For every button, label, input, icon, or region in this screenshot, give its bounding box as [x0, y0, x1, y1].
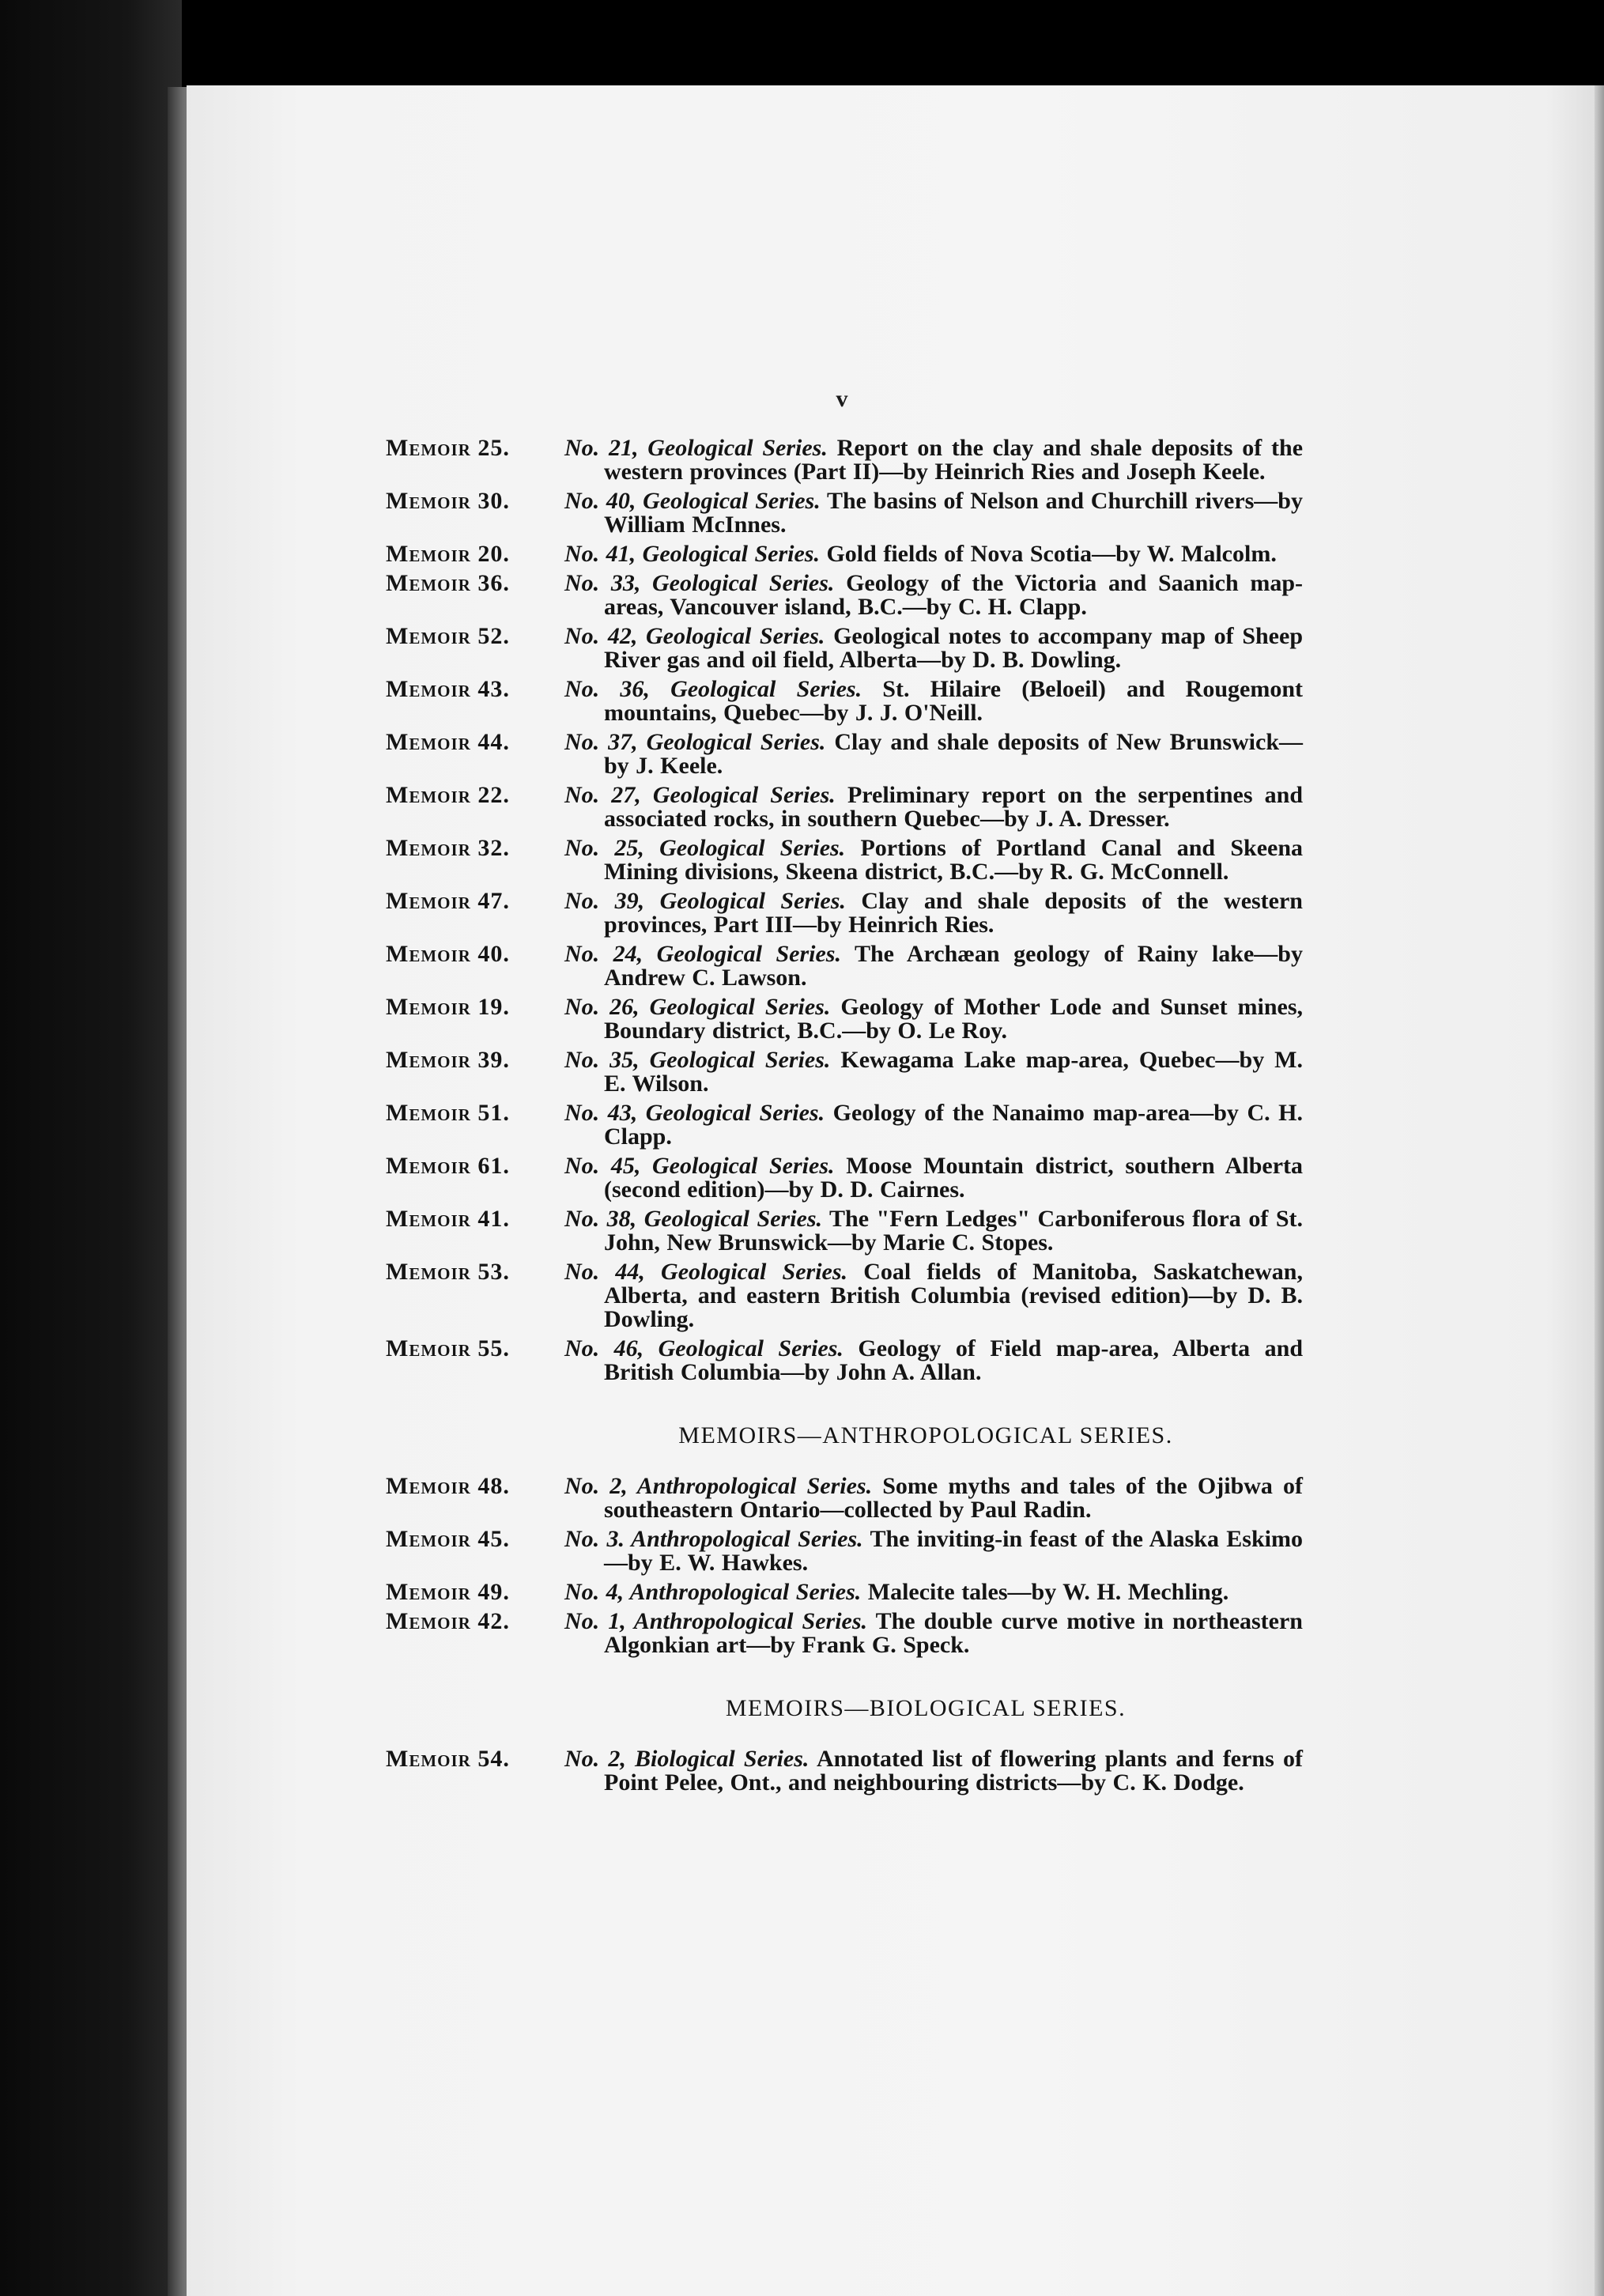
memoir-description	[564, 1610, 1303, 1657]
series-reference: No. 44, Geological Series.	[564, 1259, 848, 1285]
memoir-description	[564, 889, 1303, 937]
series-reference: No. 25, Geological Series.	[564, 835, 846, 861]
memoir-title: Gold fields of Nova Scotia—by W. Malcolm.	[826, 541, 1277, 567]
page-number: v	[836, 386, 848, 412]
series-reference: No. 46, Geological Series.	[564, 1335, 844, 1361]
memoir-number: Memoir 30.	[386, 488, 510, 514]
memoir-entry	[386, 1475, 1303, 1522]
memoir-number: Memoir 49.	[386, 1579, 510, 1605]
memoir-number: Memoir 48.	[386, 1473, 510, 1499]
memoir-entry	[386, 731, 1303, 778]
series-reference: No. 26, Geological Series.	[564, 994, 831, 1020]
memoir-entry	[386, 1747, 1303, 1795]
memoir-description	[564, 1260, 1303, 1331]
memoir-title: Coal fields of Manitoba, Saskatchewan, Alberta, and eastern British Columbia (revised edition)—by D. B. Dowling.	[604, 1259, 1303, 1332]
memoir-description	[564, 731, 1303, 778]
memoir-entry	[386, 572, 1303, 619]
biological-series-list	[386, 1747, 1303, 1795]
series-reference: No. 37, Geological Series.	[564, 729, 826, 755]
memoir-entry	[386, 1337, 1303, 1384]
memoir-entry	[386, 489, 1303, 537]
memoir-title: Malecite tales—by W. H. Mechling.	[867, 1579, 1229, 1605]
memoir-entry	[386, 942, 1303, 990]
memoir-title: St. Hilaire (Beloeil) and Rougemont mountains, Quebec—by J. J. O'Neill.	[604, 676, 1304, 726]
memoir-number: Memoir 44.	[386, 729, 510, 755]
memoir-title: Report on the clay and shale deposits of the western provinces (Part II)—by Heinrich Ries and Joseph Keele.	[604, 435, 1304, 485]
memoir-entry	[386, 1207, 1303, 1255]
series-reference: No. 1, Anthropological Series.	[564, 1608, 868, 1634]
memoir-number: Memoir 61.	[386, 1153, 510, 1179]
memoir-description	[564, 784, 1303, 831]
memoir-number: Memoir 41.	[386, 1206, 510, 1232]
memoir-description	[564, 836, 1303, 884]
memoir-title: The basins of Nelson and Churchill rivers—by William McInnes.	[604, 488, 1303, 538]
memoir-description	[564, 572, 1303, 619]
memoir-title: Some myths and tales of the Ojibwa of southeastern Ontario—collected by Paul Radin.	[604, 1473, 1304, 1523]
memoir-number: Memoir 55.	[386, 1335, 510, 1361]
memoir-entry	[386, 436, 1303, 484]
memoir-entry	[386, 1580, 1303, 1604]
series-reference: No. 43, Geological Series.	[564, 1100, 825, 1126]
memoir-entry	[386, 995, 1303, 1043]
memoir-number: Memoir 36.	[386, 570, 510, 596]
memoir-number: Memoir 47.	[386, 888, 510, 914]
memoir-title: Geology of Field map-area, Alberta and British Columbia—by John A. Allan.	[604, 1335, 1304, 1385]
memoir-number: Memoir 39.	[386, 1047, 510, 1073]
series-reference: No. 2, Biological Series.	[564, 1746, 810, 1772]
series-reference: No. 27, Geological Series.	[564, 782, 836, 808]
memoir-description	[564, 1337, 1303, 1384]
biological-series-heading: MEMOIRS—BIOLOGICAL SERIES.	[725, 1695, 1127, 1721]
memoir-title: Annotated list of flowering plants and ferns of Point Pelee, Ont., and neighbouring districts—by C. K. Dodge.	[604, 1746, 1303, 1796]
series-reference: No. 45, Geological Series.	[564, 1153, 835, 1179]
memoir-number: Memoir 32.	[386, 835, 510, 861]
memoir-title: The double curve motive in northeastern Algonkian art—by Frank G. Speck.	[604, 1608, 1303, 1658]
memoir-description	[564, 542, 1303, 566]
series-reference: No. 21, Geological Series.	[564, 435, 828, 461]
memoir-number: Memoir 42.	[386, 1608, 510, 1634]
memoir-entry	[386, 1260, 1303, 1331]
memoir-number: Memoir 19.	[386, 994, 510, 1020]
memoir-title: Moose Mountain district, southern Alberta (second edition)—by D. D. Cairnes.	[604, 1153, 1304, 1203]
series-reference: No. 39, Geological Series.	[564, 888, 846, 914]
memoir-entry	[386, 542, 1303, 566]
memoir-description	[564, 1048, 1303, 1096]
scan-background	[0, 0, 182, 2296]
memoir-description	[564, 995, 1303, 1043]
series-reference: No. 41, Geological Series.	[564, 541, 820, 567]
memoir-entry	[386, 1048, 1303, 1096]
memoir-title: The inviting-in feast of the Alaska Eskimo—by E. W. Hawkes.	[604, 1526, 1303, 1576]
memoir-title: The Archæan geology of Rainy lake—by Andrew C. Lawson.	[604, 941, 1303, 991]
memoir-title: Kewagama Lake map-area, Quebec—by M. E. Wilson.	[604, 1047, 1303, 1097]
memoir-number: Memoir 22.	[386, 782, 510, 808]
series-reference: No. 40, Geological Series.	[564, 488, 821, 514]
memoir-title: Geology of the Nanaimo map-area—by C. H. Clapp.	[604, 1100, 1303, 1150]
memoir-entry	[386, 1154, 1303, 1202]
memoir-number: Memoir 25.	[386, 435, 510, 461]
page-edge	[1595, 85, 1604, 2296]
memoir-entry	[386, 784, 1303, 831]
memoir-description	[564, 1528, 1303, 1575]
memoir-description	[564, 625, 1303, 672]
memoir-title: Clay and shale deposits of New Brunswick—by J. Keele.	[604, 729, 1304, 779]
memoir-description	[564, 942, 1303, 990]
memoir-list	[386, 436, 1303, 1800]
memoir-title: Geology of Mother Lode and Sunset mines, Boundary district, B.C.—by O. Le Roy.	[604, 994, 1304, 1044]
memoir-title: Portions of Portland Canal and Skeena Mining divisions, Skeena district, B.C.—by R. G. McConnell.	[604, 835, 1304, 885]
memoir-entry	[386, 1101, 1303, 1149]
anthropological-series-list	[386, 1475, 1303, 1657]
memoir-title: Geological notes to accompany map of Sheep River gas and oil field, Alberta—by D. B. Dowling.	[604, 623, 1303, 673]
memoir-number: Memoir 51.	[386, 1100, 510, 1126]
memoir-description	[564, 678, 1303, 725]
memoir-number: Memoir 53.	[386, 1259, 510, 1285]
memoir-description	[564, 489, 1303, 537]
memoir-number: Memoir 40.	[386, 941, 510, 967]
memoir-title: Clay and shale deposits of the western provinces, Part III—by Heinrich Ries.	[604, 888, 1303, 938]
memoir-entry	[386, 625, 1303, 672]
memoir-description	[564, 1747, 1303, 1795]
memoir-description	[564, 1101, 1303, 1149]
series-reference: No. 3. Anthropological Series.	[564, 1526, 863, 1552]
series-reference: No. 36, Geological Series.	[564, 676, 862, 702]
memoir-number: Memoir 43.	[386, 676, 510, 702]
memoir-number: Memoir 54.	[386, 1746, 510, 1772]
series-reference: No. 24, Geological Series.	[564, 941, 841, 967]
memoir-number: Memoir 20.	[386, 541, 510, 567]
memoir-description	[564, 436, 1303, 484]
memoir-description	[564, 1207, 1303, 1255]
geological-series-list	[386, 436, 1303, 1384]
memoir-entry	[386, 889, 1303, 937]
memoir-entry	[386, 1610, 1303, 1657]
memoir-number: Memoir 45.	[386, 1526, 510, 1552]
series-reference: No. 35, Geological Series.	[564, 1047, 831, 1073]
series-reference: No. 2, Anthropological Series.	[564, 1473, 873, 1499]
memoir-entry	[386, 1528, 1303, 1575]
series-reference: No. 38, Geological Series.	[564, 1206, 823, 1232]
memoir-description	[564, 1154, 1303, 1202]
memoir-title: Geology of the Victoria and Saanich map-areas, Vancouver island, B.C.—by C. H. Clapp.	[604, 570, 1303, 620]
series-reference: No. 42, Geological Series.	[564, 623, 825, 649]
anthropological-series-heading: MEMOIRS—ANTHROPOLOGICAL SERIES.	[678, 1422, 1173, 1448]
memoir-title: Preliminary report on the serpentines and associated rocks, in southern Quebec—by J. A. Dresser.	[604, 782, 1304, 832]
memoir-description	[564, 1475, 1303, 1522]
series-reference: No. 4, Anthropological Series.	[564, 1579, 862, 1605]
series-reference: No. 33, Geological Series.	[564, 570, 835, 596]
memoir-number: Memoir 52.	[386, 623, 510, 649]
memoir-description	[564, 1580, 1303, 1604]
memoir-title: The "Fern Ledges" Carboniferous flora of St. John, New Brunswick—by Marie C. Stopes.	[604, 1206, 1304, 1256]
memoir-entry	[386, 836, 1303, 884]
memoir-entry	[386, 678, 1303, 725]
